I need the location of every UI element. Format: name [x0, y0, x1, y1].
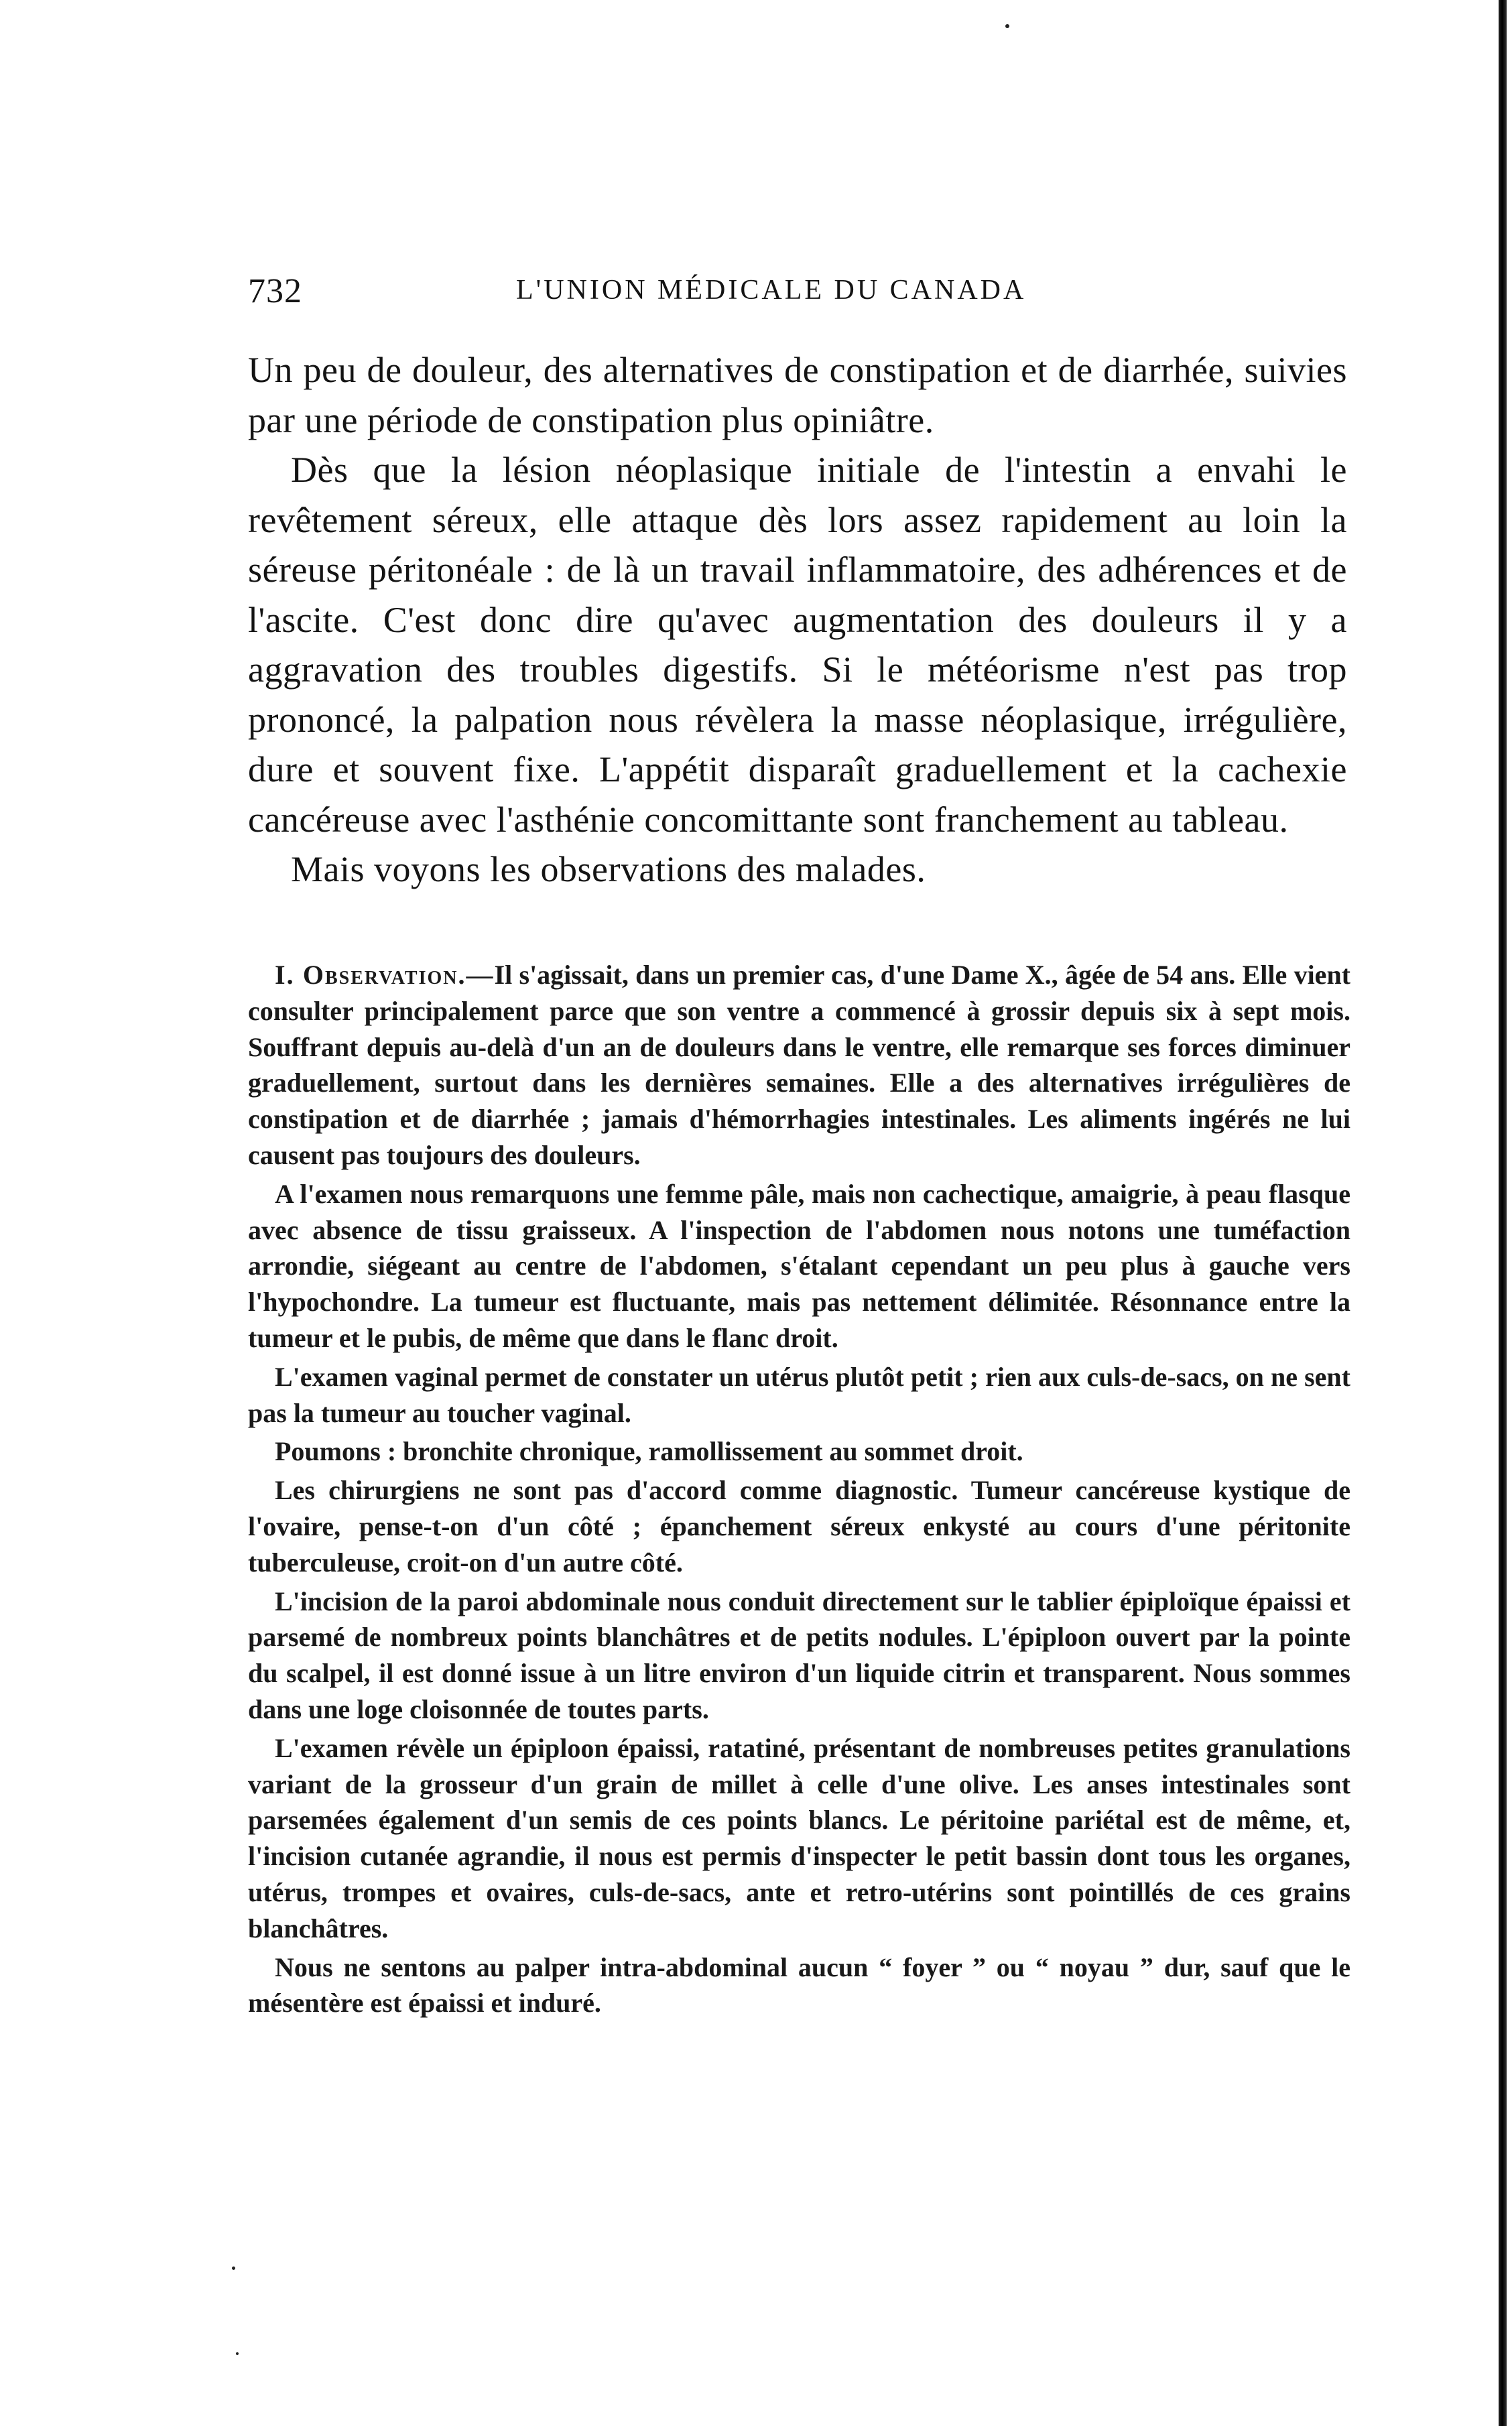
scan-speck	[1005, 24, 1009, 28]
observation-text: Il s'agissait, dans un premier cas, d'une Dame X., âgée de 54 ans. Elle vient consulter principalement parce que son ventre a commencé à grossir depuis six à sept mois. Souffrant depuis au-delà d'un an de douleurs dans le ventre, elle remarque ses forces diminuer graduellement, surtout dans les dernières semaines. Elle a des alternatives irrégulières de constipation et de diarrhée ; jamais d'hémorrhagies intestinales. Les aliments ingérés ne lui causent pas toujours des douleurs.	[248, 960, 1351, 1170]
paragraph: Un peu de douleur, des alternatives de constipation et de diarrhée, suivies par une période de constipation plus opiniâtre.	[248, 350, 1347, 440]
scan-speck	[236, 2352, 239, 2355]
observation-paragraph: Nous ne sentons au palper intra-abdominal aucun “ foyer ” ou “ noyau ” dur, sauf que le mésentère est épaissi et induré.	[248, 1952, 1350, 2019]
paragraph: Mais voyons les observations des malades.	[291, 849, 926, 889]
paragraph: Dès que la lésion néoplasique initiale de l'intestin a envahi le revêtement séreux, elle attaque dès lors assez rapidement au loin la séreuse péritonéale : de là un travail inflammatoire, des adhérences et de l'ascite. C'est donc dire qu'avec augmentation des douleurs il y a aggravation des troubles digestifs. Si le météorisme n'est pas trop prononcé, la palpation nous révèlera la masse néoplasique, irrégulière, dure et souvent fixe. L'appétit disparaît graduellement et la cachexie cancéreuse avec l'asthénie concomittante sont franchement au tableau.	[248, 450, 1347, 840]
observation-heading: I. Observation.—	[275, 960, 495, 990]
scan-speck	[232, 2267, 235, 2270]
page-header	[248, 271, 1361, 318]
observation-paragraph: L'incision de la paroi abdominale nous conduit directement sur le tablier épiploïque épaissi et parsemé de nombreux points blanchâtres et de petits nodules. L'épiploon ouvert par la pointe du scalpel, il est donné issue à un litre environ d'un liquide citrin et transparent. Nous sommes dans une loge cloisonnée de toutes parts.	[248, 1586, 1350, 1724]
running-title: L'UNION MÉDICALE DU CANADA	[516, 275, 1027, 306]
observation-paragraph: Les chirurgiens ne sont pas d'accord comme diagnostic. Tumeur cancéreuse kystique de l'ovaire, pense-t-on d'un côté ; épanchement séreux enkysté au cours d'une péritonite tuberculeuse, croit-on d'un autre côté.	[248, 1475, 1350, 1578]
observation-paragraph: L'examen vaginal permet de constater un utérus plutôt petit ; rien aux culs-de-sacs, on ne sent pas la tumeur au toucher vaginal.	[248, 1361, 1350, 1428]
observation-paragraph: Poumons : bronchite chronique, ramollissement au sommet droit.	[275, 1436, 1023, 1467]
observation-paragraph: L'examen révèle un épiploon épaissi, ratatiné, présentant de nombreuses petites granulations variant de la grosseur d'un grain de millet à celle d'une olive. Les anses intestinales sont parsemées également d'un semis de ces points blancs. Le péritoine pariétal est de même, et, l'incision cutanée agrandie, il nous est permis d'inspecter le petit bassin dont tous les organes, utérus, trompes et ovaires, culs-de-sacs, ante et retro-utérins sont pointillés de ces grains blanchâtres.	[248, 1732, 1350, 1943]
page-number: 732	[248, 272, 302, 310]
observation-paragraph	[248, 957, 1350, 1173]
main-text	[248, 345, 1347, 895]
observation-section	[248, 957, 1350, 2024]
page-edge-shadow	[1499, 0, 1507, 2426]
observation-paragraph: A l'examen nous remarquons une femme pâle, mais non cachectique, amaigrie, à peau flasque avec absence de tissu graisseux. A l'inspection de l'abdomen nous notons une tuméfaction arrondie, siégeant au centre de l'abdomen, s'étalant cependant un peu plus à gauche vers l'hypochondre. La tumeur est fluctuante, mais pas nettement délimitée. Résonnance entre la tumeur et le pubis, de même que dans le flanc droit.	[248, 1178, 1350, 1353]
